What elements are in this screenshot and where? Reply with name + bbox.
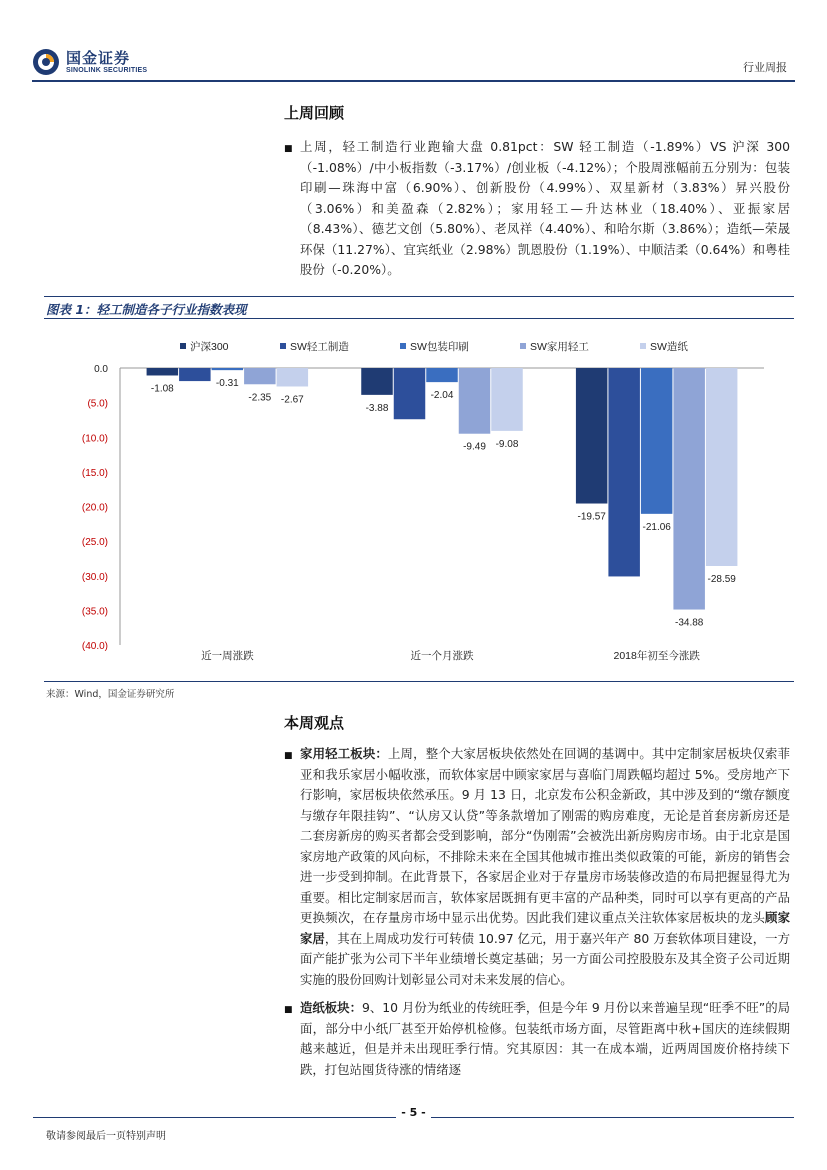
paper-label: 造纸板块： [300, 1000, 362, 1015]
paper-text: 9、10 月份为纸业的传统旺季，但是今年 9 月份以来普遍呈现“旺季不旺”的局面，部分中小纸厂甚至开始停机检修。包装纸市场方面，尽管距离中秋+国庆的连续假期越来越近，但是并未出现旺季行情。究其原因：其一在成本端，近两周国废价格持续下跌，打包站囤货待涨的情绪逐 [300, 1000, 791, 1077]
header-divider [32, 80, 795, 82]
bar-data-label: -2.67 [280, 394, 304, 406]
last-week-paragraph [284, 137, 790, 281]
legend-label: SW造纸 [650, 341, 688, 353]
section-title-this-week: 本周观点 [284, 714, 345, 732]
bar [576, 368, 608, 504]
bar-data-label: -21.06 [642, 521, 671, 533]
bar-data-label: -2.04 [430, 390, 454, 402]
footer-disclaimer: 敬请参阅最后一页特别声明 [46, 1131, 166, 1142]
y-tick-label: (20.0) [81, 502, 108, 514]
bar [608, 368, 640, 576]
logo-text-cn: 国金证券 [66, 48, 131, 67]
home-furnishing-label: 家用轻工板块： [300, 746, 388, 761]
y-tick-label: (25.0) [81, 537, 108, 549]
legend-swatch [400, 343, 406, 349]
legend-swatch [520, 343, 526, 349]
bar-data-label: -0.31 [215, 378, 239, 390]
bar-data-label: -34.88 [674, 617, 704, 629]
y-tick-label: (40.0) [81, 641, 108, 652]
bar [673, 368, 705, 610]
bar-data-label: -1.08 [150, 383, 174, 395]
y-tick-label: (15.0) [81, 467, 108, 479]
category-label: 2018年初至今涨跌 [613, 650, 700, 662]
bar [394, 368, 426, 419]
y-tick-label: (5.0) [87, 398, 108, 410]
bar [491, 368, 523, 431]
gujia-bold-name: 顾家家居 [300, 910, 791, 946]
logo-mark-icon [32, 48, 60, 76]
bar [459, 368, 491, 434]
bullet-square-icon: ■ [284, 144, 293, 154]
bar [212, 368, 244, 370]
legend-label: 沪深300 [190, 341, 229, 353]
bar [244, 368, 275, 384]
bar-data-label: -28.59 [707, 573, 736, 585]
report-type-label: 行业周报 [743, 61, 787, 74]
legend-label: SW轻工制造 [290, 341, 349, 353]
figure-source: 来源：Wind，国金证券研究所 [46, 689, 175, 700]
legend-label: SW家用轻工 [530, 341, 589, 353]
bullet-square-icon: ■ [284, 1005, 293, 1015]
category-label: 近一个月涨跌 [410, 650, 474, 662]
section-title-last-week: 上周回顾 [284, 104, 345, 122]
bar [706, 368, 738, 566]
bar-data-label: -19.57 [577, 511, 606, 523]
y-tick-label: (30.0) [81, 571, 108, 583]
figure-title: 图表 1：轻工制造各子行业指数表现 [46, 302, 247, 317]
home-furnishing-paragraph [284, 744, 790, 990]
bar [179, 368, 211, 381]
figure-title-rule [44, 318, 794, 319]
last-week-text: 上周，轻工制造行业跑输大盘 0.81pct：SW 轻工制造（-1.89%）VS 沪深 300（-1.08%）/中小板指数（-3.17%）/创业板（-4.12%）；个股周涨幅前五分别为：包装印刷—珠海中富（6.90%）、创新股份（4.99%）、双星新材（3.83%）昇兴股份（3.06%）和美盈森（2.82%）；家用轻工—升达林业（18.40%）、亚振家居（8.43%）、德艺文创（5.80%）、老凤祥（4.40%）、和哈尔斯（3.86%）；造纸—荣晟环保（11.27%）、宜宾纸业（2.98%）凯恩股份（1.19%）、中顺洁柔（0.64%）和粤桂股份（-0.20%）。 [300, 139, 790, 277]
bar [426, 368, 458, 382]
bar [361, 368, 393, 395]
legend-swatch [280, 343, 286, 349]
bar [641, 368, 673, 514]
category-label: 近一周涨跌 [201, 650, 254, 662]
legend-label: SW包装印刷 [410, 341, 469, 353]
y-tick-label: (35.0) [81, 606, 108, 618]
chart-svg [44, 322, 792, 678]
paper-paragraph [284, 998, 790, 1080]
figure-top-rule [44, 296, 794, 297]
logo-text-en: SINOLINK SECURITIES [66, 66, 148, 74]
y-tick-label: 0.0 [94, 364, 108, 375]
bar [277, 368, 309, 386]
page-number: - 5 - [396, 1106, 430, 1119]
legend-swatch [640, 343, 646, 349]
bar-data-label: -3.88 [365, 402, 389, 414]
bar-data-label: -9.08 [495, 438, 519, 450]
legend-swatch [180, 343, 186, 349]
bar [147, 368, 179, 375]
sub-industry-performance-chart [44, 322, 792, 678]
home-furnishing-text-b: ，其在上周成功发行可转债 10.97 亿元，用于嘉兴年产 80 万套软体项目建设，一方面产能扩张为公司下半年业绩增长奠定基础；另一方面公司控股股东及其全资子公司近期实施的股份回购计划彰显公司对未来发展的信心。 [300, 930, 790, 987]
bar-data-label: -2.35 [248, 392, 272, 404]
home-furnishing-text-a: 上周，整个大家居板块依然处在回调的基调中。其中定制家居板块仅索菲亚和我乐家居小幅收涨，而软体家居中顾家家居与喜临门周跌幅均超过 5%。受房地产下行影响，家居板块依然承压。9 月 13 日，北京发布公积金新政，其中涉及到的“缴存额度与缴存年限挂钩”、“认房又认贷”等条款增加了刚需的购房难度，无论是首套房新房还是二套房新房的购买者都会受到影响，部分“伪刚需”会被洗出新房购房市场。由于北京是国家房地产政策的风向标，不排除未来在全国其他城市推出类似政策的可能，新房的销售会进一步受到抑制。在此背景下，各家居企业对于存量房市场装修改造的布局把握显得尤为重要。相比定制家居而言，软体家居既拥有更丰富的产品种类，同时可以享有更高的产品更换频次，在存量房市场中显示出优势。因此我们建议重点关注软体家居板块的龙头 [300, 746, 791, 925]
company-logo [32, 46, 147, 78]
y-tick-label: (10.0) [81, 433, 108, 445]
figure-bottom-rule [44, 681, 794, 682]
bar-data-label: -9.49 [463, 441, 486, 453]
bullet-square-icon: ■ [284, 751, 293, 761]
